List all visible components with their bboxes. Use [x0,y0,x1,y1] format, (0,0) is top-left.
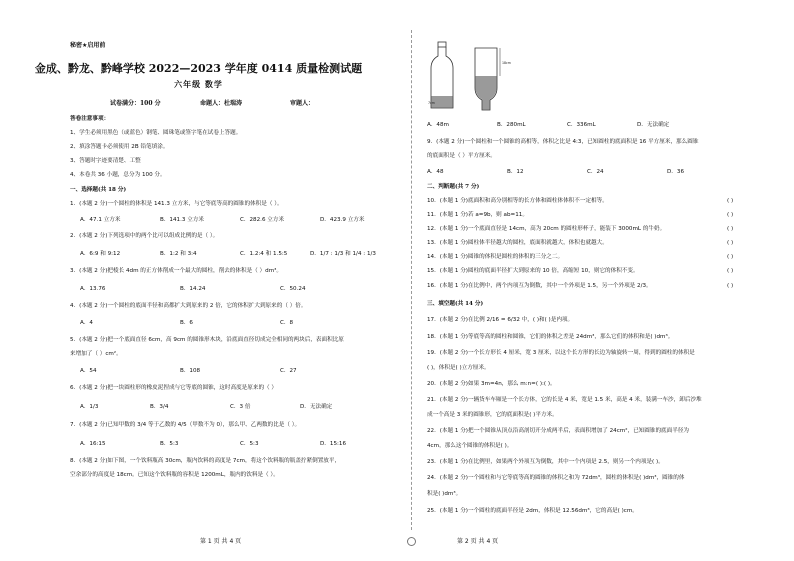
page-right [397,0,794,561]
q3-option-b[interactable]: B．14.24 [180,286,206,292]
judge-14: 14．(本题 1 分)圆锥的体积是圆柱的体积的三分之二。 [427,254,564,260]
q1-option-a[interactable]: A．47.1 立方米 [80,217,121,223]
question-2: 2．(本题 2 分)下列选项中的两个比可以组成比例的是（ ）。 [70,233,219,239]
fill-22b: 4cm，那么这个圆锥的体积是( )。 [427,443,513,449]
upright-bottle-icon [428,42,453,108]
inverted-bottle-icon [475,48,511,110]
question-3: 3．(本题 2 分)把棱长 4dm 的正方体削成一个最大的圆柱，削去的体积是（ ）dm³。 [70,268,282,274]
judge-15-answer[interactable]: ( ) [727,268,734,274]
fill-18: 18．(本题 1 分)等底等高的圆柱和圆锥，它们的体积之差是 24dm³，那么它们的体积和是( )dm³。 [427,334,674,340]
note-4: 4、本卷共 36 小题，总分为 100 分。 [70,172,166,178]
exam-title: 金成、黔龙、黔峰学校 2022—2023 学年度 0414 质量检测试题 [34,62,363,75]
question-8b: 空余部分的高度是 18cm。已知这个饮料瓶的容积是 1200mL，瓶内的饮料是（ ）。 [70,472,279,478]
question-9a: 9．(本题 2 分)一个圆柱和一个圆锥的高相等，体积之比是 4:3，已知圆柱的底面积是 16 平方厘米，那么圆锥 [427,139,699,145]
fill-24a: 24．(本题 2 分)一个圆柱和与它等底等高的圆锥的体积之和为 72dm³，圆柱的体积是( )dm³，圆锥的体 [427,475,685,481]
q2-option-a[interactable]: A．6:9 和 9:12 [80,251,121,257]
question-9b: 的底面积是（ ）平方厘米。 [427,153,496,159]
bottle-figure [427,40,511,115]
fill-21a: 21．(本题 2 分)一辆货车车厢是一个长方体，它的长是 4 米，宽是 1.5 米，高是 4 米，装满一车沙，卸后沙堆 [427,397,702,403]
q6-option-a[interactable]: A．1/3 [80,404,99,410]
q2-option-c[interactable]: C．1.2:4 和 1.5:5 [240,251,288,257]
note-3: 3、答题时字迹要清楚、工整 [70,158,141,164]
question-8a: 8．(本题 2 分)如下图，一个饮料瓶高 30cm，瓶内饮料的高度是 7cm，将这个饮料瓶的瓶盖拧紧倒置放平， [70,458,341,464]
fill-17: 17．(本题 2 分)在比例 2/16 = 6/32 中，( )和( )是内项。 [427,317,574,323]
q2-option-d[interactable]: D．1/7 : 1/3 和 1/4 : 1/3 [310,251,376,257]
full-score: 试卷满分：100 分 [110,100,161,107]
q4-option-a[interactable]: A．4 [80,320,93,326]
q4-option-c[interactable]: C．8 [280,320,294,326]
q6-option-d[interactable]: D．无法确定 [300,404,333,410]
q6-option-b[interactable]: B．3/4 [150,404,169,410]
label-18cm: 18cm [502,61,511,65]
section-fill: 三、填空题(共 14 分) [427,301,484,307]
q8-option-a[interactable]: A．48m [427,122,449,128]
q1-option-b[interactable]: B．141.3 立方米 [160,217,205,223]
section-choice: 一、选择题(共 18 分) [70,187,127,193]
exam-subtitle: 六年级 数学 [174,79,223,89]
question-5b: 来增加了（ ）cm²。 [70,351,122,357]
judge-12-answer[interactable]: ( ) [727,226,734,232]
notes-heading: 答卷注意事项： [70,116,110,122]
judge-12: 12．(本题 1 分)一个底面直径是 14cm，高为 20cm 的圆柱形杯子，能装下 3000mL 的牛奶。 [427,226,666,232]
q5-option-b[interactable]: B．108 [180,368,201,374]
q9-option-d[interactable]: D．36 [667,169,685,175]
secret-label: 秘密★启用前 [70,42,106,49]
q3-option-a[interactable]: A．13.76 [80,286,106,292]
q7-option-b[interactable]: B．5:3 [160,441,179,447]
q9-option-b[interactable]: B．12 [507,169,524,175]
q5-option-c[interactable]: C．27 [280,368,297,374]
judge-11: 11．(本题 1 分)若 a=9b，则 ab=11。 [427,212,528,218]
q4-option-b[interactable]: B．6 [180,320,193,326]
q7-option-d[interactable]: D．15:16 [320,441,347,447]
q2-option-b[interactable]: B．1:2 和 3:4 [160,251,197,257]
q7-option-a[interactable]: A．16:15 [80,441,106,447]
judge-16-answer[interactable]: ( ) [727,283,734,289]
judge-13: 13．(本题 1 分)圆柱体半径越大的圆柱，底面积就越大，体积也就越大。 [427,240,608,246]
fill-22a: 22．(本题 1 分)把一个圆锥从顶点沿高剖切开分成两半后，表面积增加了 24cm²，已知圆锥的底面半径为 [427,428,690,434]
judge-13-answer[interactable]: ( ) [727,240,734,246]
note-1: 1、学生必须用黑色（或蓝色）钢笔、圆珠笔或签字笔在试卷上答题。 [70,130,242,136]
q8-option-d[interactable]: D．无法确定 [637,122,670,128]
q3-option-c[interactable]: C．50.24 [280,286,306,292]
judge-10: 10．(本题 1 分)底面积和高分别相等的长方体和圆柱体体积不一定相等。 [427,198,608,204]
question-5a: 5．(本题 2 分)把一个底面直径 6cm，高 9cm 的圆锥形木块，沿底面直径切成完全相同的两块后，表面积比原 [70,337,344,343]
judge-16: 16．(本题 1 分)在比例中，两个内项互为倒数，其中一个外项是 1.5，另一个外项是 2/3。 [427,283,652,289]
fill-19a: 19．(本题 2 分)一个长方形长 4 厘米，宽 3 厘米，以这个长方形的长边为轴旋转一周，得到的圆柱的体积是 [427,350,695,356]
q1-option-c[interactable]: C．282.6 立方米 [240,217,285,223]
note-2: 2、填涂答题卡必须使用 2B 铅笔填涂。 [70,144,169,150]
q9-option-c[interactable]: C．24 [587,169,604,175]
judge-10-answer[interactable]: ( ) [727,198,734,204]
fill-23: 23．(本题 1 分)在比例里，如果两个外项互为倒数，其中一个内项是 2.5，则另一个内项是( )。 [427,459,664,465]
judge-11-answer[interactable]: ( ) [727,212,734,218]
fill-25: 25．(本题 1 分)一个圆柱的底面半径是 2dm，体积是 12.56dm³，它的高是( )cm。 [427,508,638,514]
fill-24b: 积是( )dm³。 [427,491,462,497]
q7-option-c[interactable]: C．5:3 [240,441,259,447]
question-1: 1．(本题 2 分)一个圆柱的体积是 141.3 立方米，与它等底等高的圆锥的体积是（ ）。 [70,201,283,207]
footer-page-2: 第 2 页 共 4 页 [457,538,499,545]
fill-19b: ( )，体积是( )立方厘米。 [427,365,490,371]
reviewer: 审题人： [290,100,315,107]
fill-20: 20．(本题 2 分)如果 3m=4n，那么 m:n=( ):( )。 [427,381,556,387]
question-6: 6．(本题 2 分)把一块圆柱形的橡皮泥捏成与它等底的圆锥，这时高度是原来的（ ） [70,385,278,391]
fill-21b: 成一个高是 3 米的圆锥形，它的底面积是( )平方米。 [427,412,558,418]
footer-page-1: 第 1 页 共 4 页 [200,538,242,545]
q6-option-c[interactable]: C．3 倍 [230,404,251,410]
judge-15: 15．(本题 1 分)圆柱的底面半径扩大到原来的 10 倍，高缩短 10，则它的体积不变。 [427,268,639,274]
question-4: 4．(本题 2 分)一个圆柱的底面半径和高都扩大到原来的 2 倍，它的体积扩大到原来的（ ）倍。 [70,303,307,309]
q8-option-b[interactable]: B．280mL [497,122,526,128]
judge-14-answer[interactable]: ( ) [727,254,734,260]
question-7: 7．(本题 2 分)已知甲数的 3/4 等于乙数的 4/5（甲数不为 0），那么甲、乙两数的比是（ ）。 [70,422,301,428]
q9-option-a[interactable]: A．48 [427,169,444,175]
q8-option-c[interactable]: C．336mL [567,122,596,128]
label-7cm: 7cm [428,101,435,105]
section-judge: 二、判断题(共 7 分) [427,184,480,190]
q5-option-a[interactable]: A．54 [80,368,97,374]
q1-option-d[interactable]: D．423.9 立方米 [320,217,365,223]
author: 命题人：杜瑞涛 [200,100,243,107]
